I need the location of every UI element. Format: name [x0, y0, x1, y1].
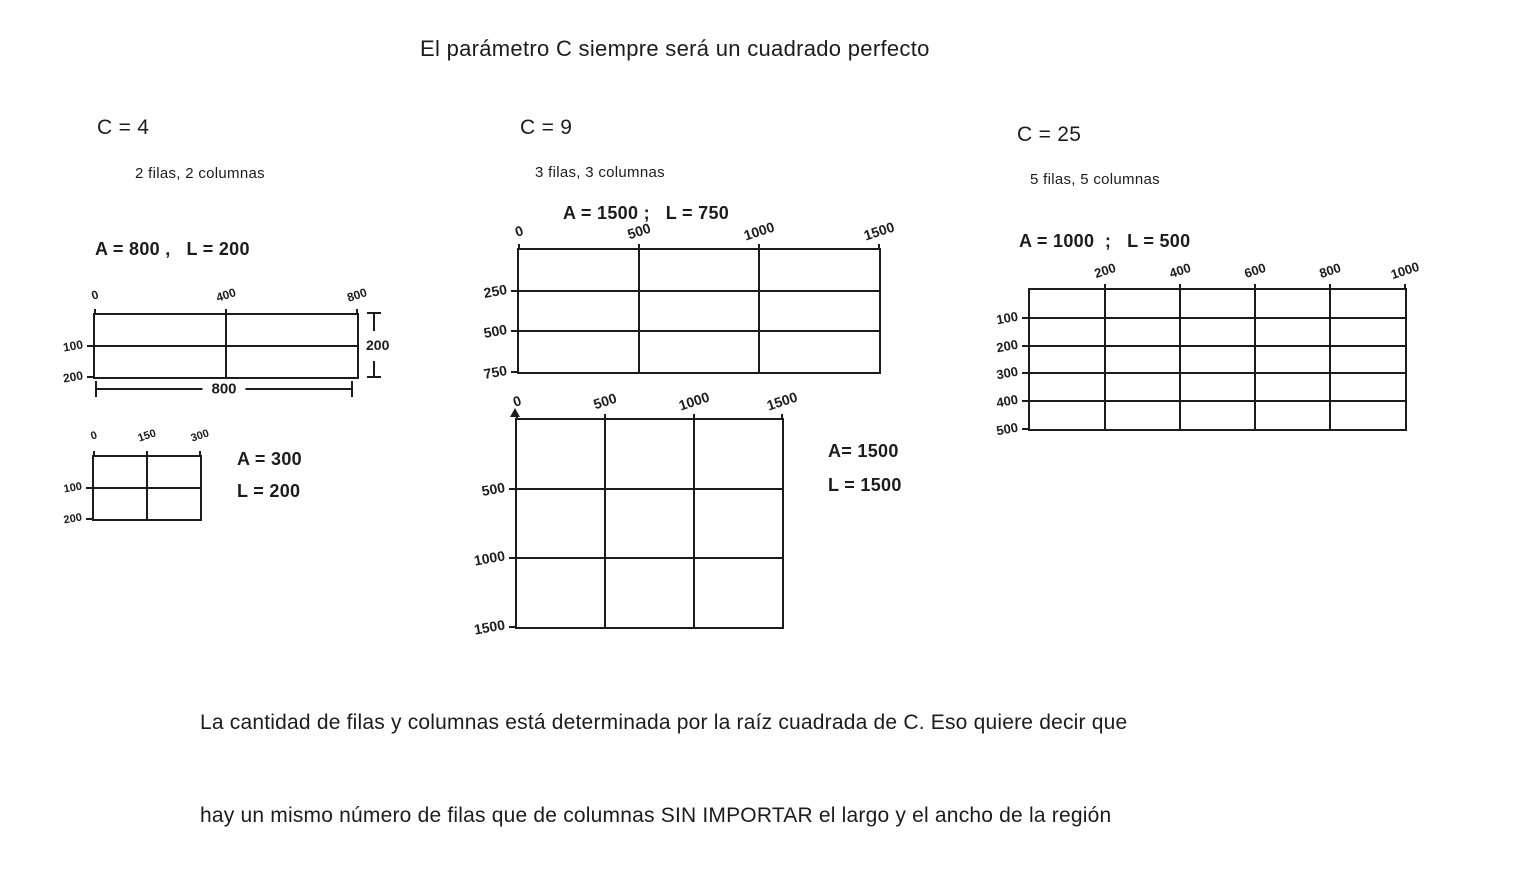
- c4-label: C = 4: [97, 116, 150, 139]
- left-axis-label: 100: [61, 337, 85, 355]
- top-axis-label: 800: [1317, 260, 1343, 281]
- top-axis-label: 600: [1242, 260, 1268, 281]
- left-tick-mark: [1022, 372, 1030, 374]
- c25-rows-cols-label: 5 filas, 5 columnas: [1030, 171, 1160, 188]
- bracket-stem-top: [373, 312, 375, 331]
- height-dimension-bracket: [362, 312, 390, 378]
- left-axis-label: 300: [995, 364, 1020, 383]
- grid-line-horizontal: [1030, 400, 1405, 402]
- top-tick-mark: [199, 451, 201, 457]
- left-axis-label: 200: [62, 511, 83, 527]
- left-tick-mark: [87, 376, 95, 378]
- left-tick-mark: [509, 557, 517, 559]
- top-axis-label: 500: [625, 219, 653, 243]
- left-tick-mark: [511, 290, 519, 292]
- c25-dimensions-label: A = 1000 ; L = 500: [1019, 231, 1191, 251]
- grid-line-horizontal: [1030, 372, 1405, 374]
- left-tick-mark: [1022, 345, 1030, 347]
- left-axis-label: 100: [995, 308, 1020, 328]
- left-axis-label: 500: [482, 321, 509, 342]
- left-tick-mark: [511, 371, 519, 373]
- c9-dimensions-label: A = 1500 ; L = 750: [563, 203, 730, 223]
- grid-line-horizontal: [519, 290, 879, 292]
- top-axis-label: 1000: [741, 218, 777, 244]
- top-axis-label: 0: [89, 429, 99, 443]
- top-axis-label: 0: [512, 222, 526, 240]
- page-title: El parámetro C siempre será un cuadrado perfecto: [420, 36, 930, 61]
- grid-line-horizontal: [517, 557, 782, 559]
- grid-line-horizontal: [519, 330, 879, 332]
- axis-arrow-icon: [510, 408, 520, 417]
- grid-line-vertical: [1329, 290, 1331, 429]
- left-axis-label: 200: [995, 336, 1020, 355]
- left-tick-mark: [1022, 400, 1030, 402]
- left-axis-label: 1500: [472, 616, 507, 638]
- left-tick-mark: [509, 626, 517, 628]
- top-tick-mark: [146, 451, 148, 457]
- top-axis-label: 1500: [764, 388, 800, 414]
- grid-line-vertical: [1104, 290, 1106, 429]
- grid-line-horizontal: [1030, 317, 1405, 319]
- c9-square-side-label: L = 1500: [828, 475, 902, 495]
- footer-line-1: La cantidad de filas y columnas está determinada por la raíz cuadrada de C. Eso quiere decir que: [200, 711, 1128, 734]
- left-tick-mark: [509, 488, 517, 490]
- footer-note: [200, 645, 1127, 893]
- top-axis-label: 1500: [861, 218, 897, 244]
- left-tick-mark: [1022, 317, 1030, 319]
- grid-line-horizontal: [94, 487, 200, 489]
- left-tick-mark: [86, 518, 94, 520]
- top-tick-mark: [518, 244, 520, 250]
- top-tick-mark: [1104, 284, 1106, 290]
- top-tick-mark: [1404, 284, 1406, 290]
- grid-line-horizontal: [517, 488, 782, 490]
- top-axis-label: 0: [510, 392, 524, 410]
- bracket-cap-right: [351, 381, 353, 397]
- top-axis-label: 400: [1167, 260, 1193, 281]
- grid-line-horizontal: [1030, 345, 1405, 347]
- top-tick-mark: [93, 451, 95, 457]
- c9-label: C = 9: [520, 116, 573, 139]
- grid-line-vertical: [758, 250, 760, 372]
- left-axis-label: 100: [62, 480, 83, 496]
- top-tick-mark: [604, 414, 606, 420]
- top-axis-label: 1000: [676, 388, 711, 414]
- grid-line-vertical: [693, 420, 695, 627]
- top-tick-mark: [225, 309, 227, 315]
- left-tick-mark: [86, 487, 94, 489]
- top-axis-label: 200: [1092, 260, 1118, 281]
- width-dimension-bracket: [95, 381, 353, 397]
- grid-line-vertical: [1179, 290, 1181, 429]
- top-tick-mark: [1329, 284, 1331, 290]
- top-tick-mark: [758, 244, 760, 250]
- c4-dimensions-label: A = 800 , L = 200: [95, 239, 250, 259]
- left-axis-label: 1000: [472, 547, 507, 569]
- top-tick-mark: [1254, 284, 1256, 290]
- top-axis-label: 500: [591, 389, 619, 413]
- top-axis-label: 0: [89, 287, 101, 303]
- c4-small-side-label: L = 200: [237, 481, 301, 501]
- top-axis-label: 300: [189, 427, 211, 445]
- c9-square-area-label: A= 1500: [828, 441, 899, 461]
- left-axis-label: 250: [482, 280, 509, 301]
- left-tick-mark: [1022, 428, 1030, 430]
- top-axis-label: 400: [214, 285, 238, 305]
- top-tick-mark: [878, 244, 880, 250]
- grid-c4-main: [61, 285, 369, 386]
- left-axis-label: 500: [995, 419, 1020, 439]
- grid-c4-small: [62, 427, 211, 527]
- width-dimension-label: 800: [202, 381, 245, 398]
- top-axis-label: 150: [136, 427, 158, 445]
- grid-line-vertical: [1254, 290, 1256, 429]
- left-axis-label: 200: [61, 368, 85, 386]
- bracket-cap-bottom: [367, 376, 381, 378]
- left-tick-mark: [87, 345, 95, 347]
- top-tick-mark: [94, 309, 96, 315]
- top-axis-label: 1000: [1388, 258, 1422, 283]
- grid-c25: [995, 258, 1422, 439]
- top-tick-mark: [1179, 284, 1181, 290]
- grid-c9-wide: [482, 218, 897, 382]
- footer-line-2: hay un mismo número de filas que de columnas SIN IMPORTAR el largo y el ancho de la región: [200, 804, 1112, 827]
- left-axis-label: 500: [480, 479, 507, 499]
- c4-small-area-label: A = 300: [237, 449, 302, 469]
- grid-c9-square: [472, 388, 800, 638]
- grid-line-horizontal: [95, 345, 357, 347]
- grid-line-vertical: [604, 420, 606, 627]
- c4-rows-cols-label: 2 filas, 2 columnas: [135, 165, 265, 182]
- left-axis-label: 400: [995, 391, 1020, 411]
- top-tick-mark: [638, 244, 640, 250]
- top-tick-mark: [356, 309, 358, 315]
- height-dimension-label: 200: [366, 337, 390, 353]
- grid-line-vertical: [638, 250, 640, 372]
- top-tick-mark: [781, 414, 783, 420]
- left-tick-mark: [511, 330, 519, 332]
- top-tick-mark: [693, 414, 695, 420]
- c9-rows-cols-label: 3 filas, 3 columnas: [535, 164, 665, 181]
- left-axis-label: 750: [482, 362, 509, 382]
- top-axis-label: 800: [345, 285, 369, 305]
- c25-label: C = 25: [1017, 123, 1082, 146]
